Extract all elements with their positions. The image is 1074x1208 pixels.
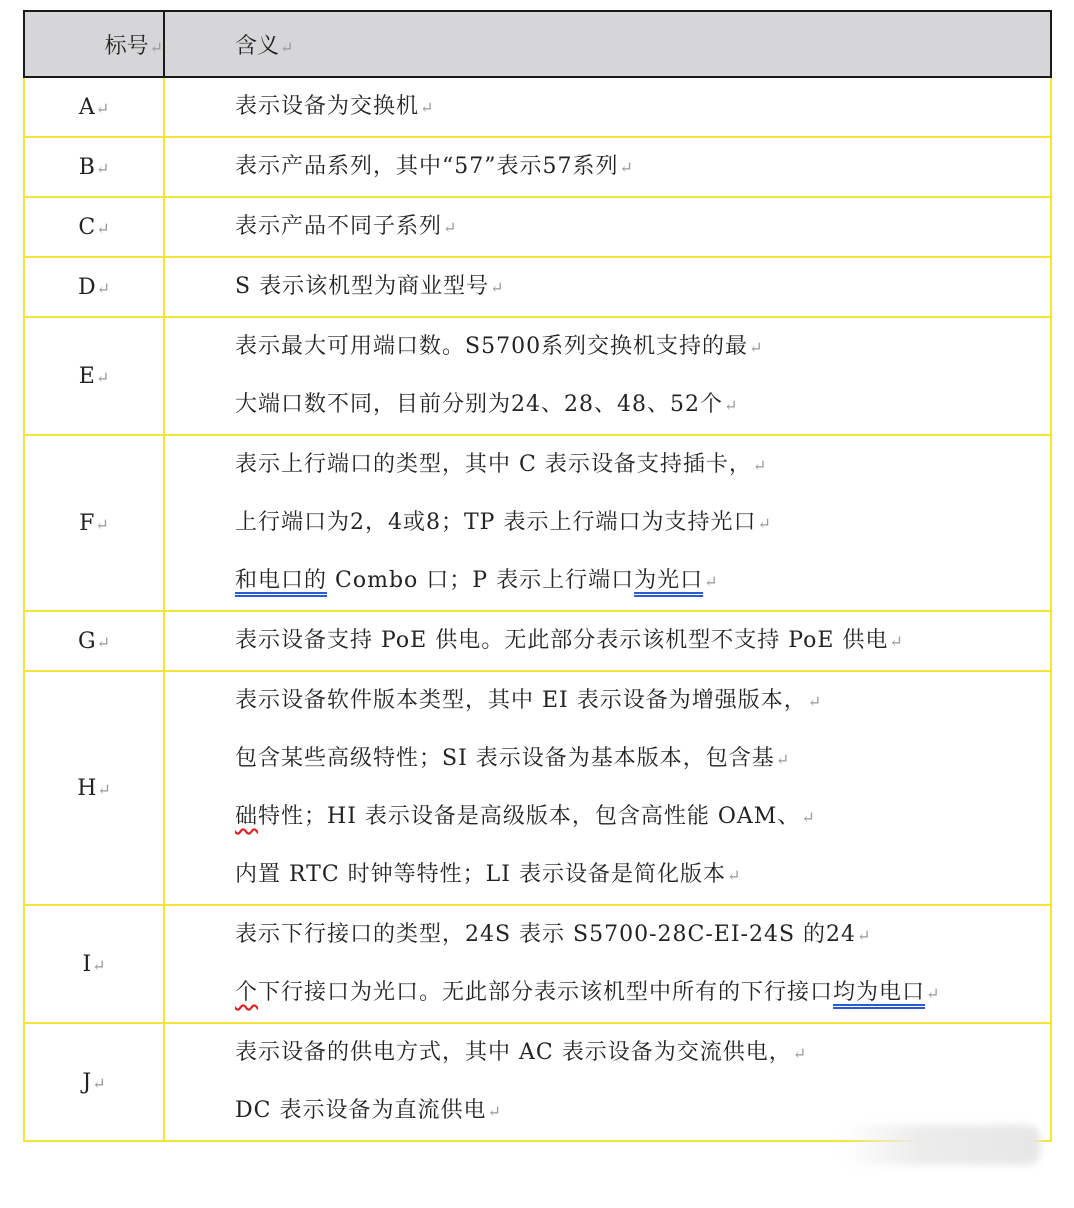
- header-code-label: 标号 ↵: [105, 34, 163, 59]
- row-meaning-cell: [164, 671, 1051, 905]
- text-segment: 表示上行端口的类型，其中 C 表示设备支持插卡，: [235, 452, 752, 477]
- meaning-line: [235, 906, 1050, 964]
- text-segment: 表示设备为交换机: [235, 94, 420, 119]
- meaning-text: [235, 274, 504, 299]
- text-segment: 包含某些高级特性；SI 表示设备为基本版本，包含基: [235, 746, 775, 771]
- header-code: [24, 11, 164, 77]
- meaning-line: [235, 138, 1050, 196]
- row-meaning-cell: [164, 197, 1051, 257]
- text-segment: 表示设备的供电方式，其中 AC 表示设备为交流供电，: [235, 1040, 792, 1065]
- row-code: D ↵: [78, 275, 110, 300]
- meaning-text: [235, 688, 822, 713]
- row-code-cell: [24, 1023, 164, 1141]
- meaning-line: [235, 730, 1050, 788]
- row-meaning-cell: [164, 77, 1051, 137]
- meaning-line: [235, 258, 1050, 316]
- row-code: J ↵: [82, 1070, 105, 1095]
- table-header-row: [24, 11, 1051, 77]
- meaning-line: [235, 1024, 1050, 1082]
- watermark-blur: [840, 1125, 1040, 1165]
- row-code-cell: [24, 611, 164, 671]
- table-row: [24, 137, 1051, 197]
- meaning-line: [235, 612, 1050, 670]
- meaning-text: [235, 922, 871, 947]
- meaning-line: [235, 846, 1050, 904]
- meaning-text: [235, 862, 741, 887]
- header-meaning-label: 含义 ↵: [235, 34, 293, 59]
- meaning-text: [235, 746, 790, 771]
- text-segment: 内置 RTC 时钟等特性；LI 表示设备是简化版本: [235, 862, 726, 887]
- meaning-line: [235, 376, 1050, 434]
- meaning-line: [235, 964, 1050, 1022]
- row-meaning-cell: [164, 1023, 1051, 1141]
- row-meaning-cell: [164, 257, 1051, 317]
- underlined-text: 个: [235, 980, 259, 1005]
- meaning-line: [235, 318, 1050, 376]
- meaning-line: [235, 198, 1050, 256]
- meaning-text: [235, 568, 719, 593]
- text-segment: 特性；HI 表示设备是高级版本，包含高性能 OAM、: [258, 804, 801, 829]
- row-code-cell: [24, 317, 164, 435]
- underlined-text: 和电口的: [235, 568, 328, 593]
- row-code: E ↵: [79, 364, 109, 389]
- row-meaning-cell: [164, 905, 1051, 1023]
- row-code: H ↵: [77, 776, 111, 801]
- meaning-text: [235, 510, 772, 535]
- text-segment: 上行端口为2，4或8；TP 表示上行端口为支持光口: [235, 510, 757, 535]
- table-row: [24, 611, 1051, 671]
- table-row: [24, 77, 1051, 137]
- row-code-cell: [24, 257, 164, 317]
- row-meaning-cell: [164, 137, 1051, 197]
- text-segment: 下行接口为光口。无此部分表示该机型中所有的下行接口: [258, 980, 834, 1005]
- underlined-text: 础: [235, 804, 259, 829]
- meaning-line: [235, 788, 1050, 846]
- text-segment: 表示最大可用端口数。S5700系列交换机支持的最: [235, 334, 749, 359]
- header-meaning: [164, 11, 1051, 77]
- meaning-text: [235, 392, 738, 417]
- row-code-cell: [24, 137, 164, 197]
- meaning-text: [235, 334, 763, 359]
- table-row: [24, 905, 1051, 1023]
- table-row: [24, 257, 1051, 317]
- table-row: [24, 671, 1051, 905]
- row-code: G ↵: [78, 629, 110, 654]
- row-code-cell: [24, 905, 164, 1023]
- code-meaning-table: [23, 10, 1052, 1142]
- meaning-text: [235, 94, 434, 119]
- meaning-text: [235, 214, 457, 239]
- underlined-text: 均为电口: [833, 980, 926, 1005]
- meaning-text: [235, 154, 634, 179]
- text-segment: DC 表示设备为直流供电: [235, 1098, 487, 1123]
- meaning-line: [235, 436, 1050, 494]
- row-code-cell: [24, 77, 164, 137]
- meaning-line: [235, 494, 1050, 552]
- underlined-text: 为光口: [634, 568, 704, 593]
- row-code: C ↵: [78, 215, 109, 240]
- meaning-text: [235, 452, 767, 477]
- text-segment: 表示下行接口的类型，24S 表示 S5700-28C-EI-24S 的24: [235, 922, 857, 947]
- row-code-cell: [24, 435, 164, 611]
- meaning-text: [235, 804, 816, 829]
- text-segment: 表示产品系列，其中“57”表示57系列: [235, 154, 619, 179]
- text-segment: 表示设备支持 PoE 供电。无此部分表示该机型不支持 PoE 供电: [235, 628, 889, 653]
- table-row: [24, 435, 1051, 611]
- text-segment: 表示产品不同子系列: [235, 214, 443, 239]
- text-segment: 表示设备软件版本类型，其中 EI 表示设备为增强版本，: [235, 688, 807, 713]
- meaning-line: [235, 672, 1050, 730]
- meaning-text: [235, 1040, 807, 1065]
- table-row: [24, 1023, 1051, 1141]
- row-meaning-cell: [164, 435, 1051, 611]
- table-row: [24, 317, 1051, 435]
- meaning-text: [235, 1098, 502, 1123]
- row-code-cell: [24, 197, 164, 257]
- text-segment: S 表示该机型为商业型号: [235, 274, 490, 299]
- meaning-text: [235, 980, 940, 1005]
- row-meaning-cell: [164, 317, 1051, 435]
- row-code: F ↵: [79, 511, 109, 536]
- meaning-line: [235, 78, 1050, 136]
- row-code-cell: [24, 671, 164, 905]
- text-segment: Combo 口；P 表示上行端口: [327, 568, 635, 593]
- row-code: I ↵: [82, 952, 105, 977]
- row-code: A ↵: [79, 95, 109, 120]
- meaning-line: [235, 552, 1050, 610]
- row-meaning-cell: [164, 611, 1051, 671]
- text-segment: 大端口数不同，目前分别为24、28、48、52个: [235, 392, 723, 417]
- meaning-text: [235, 628, 904, 653]
- row-code: B ↵: [79, 155, 110, 180]
- table-row: [24, 197, 1051, 257]
